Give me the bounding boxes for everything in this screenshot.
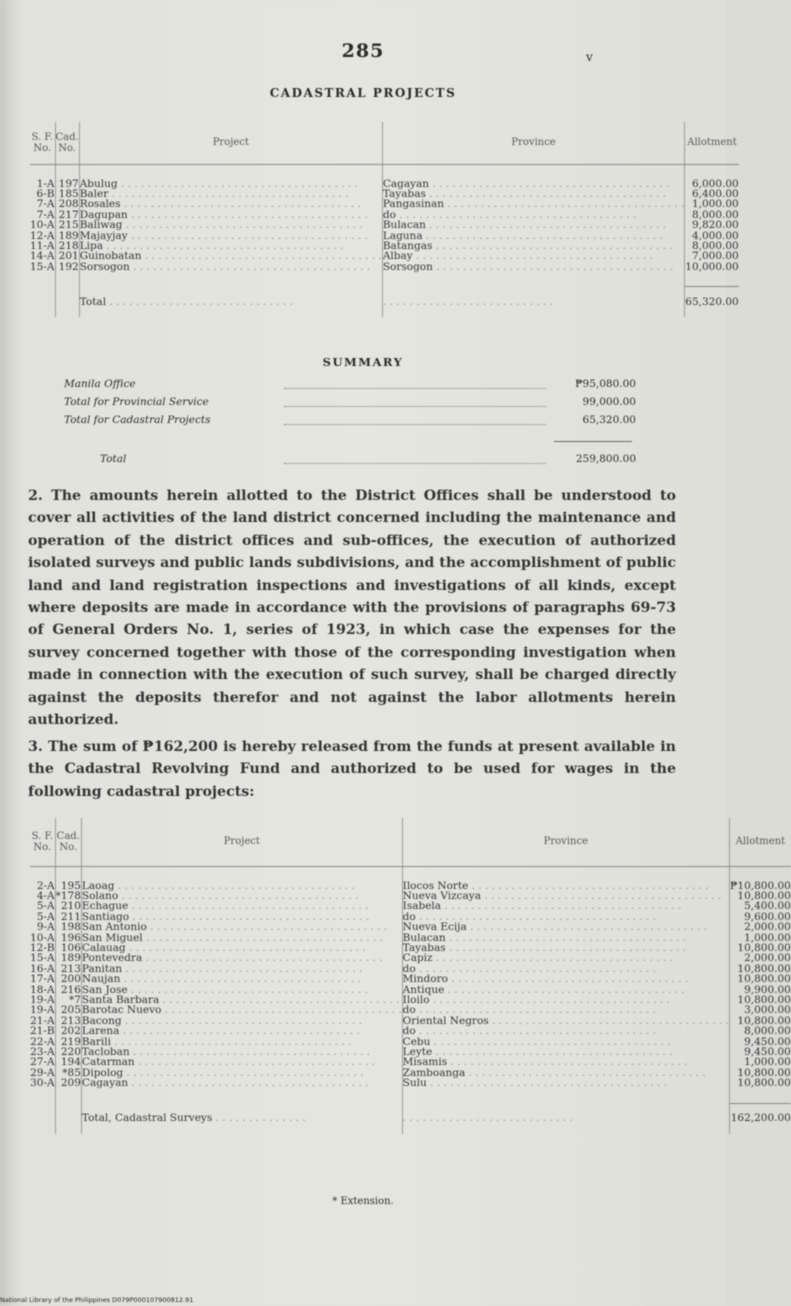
cell-cad: 106 bbox=[55, 943, 81, 953]
cell-cad: 189 bbox=[55, 231, 79, 241]
cell-allotment: 10,800.00 bbox=[729, 974, 790, 984]
cell-province: Leyte . . . . . . . . . . . . . . . . . . . . . . . . . . . . . . . . . . . . bbox=[402, 1047, 729, 1057]
cell-cad: 213 bbox=[55, 1016, 81, 1026]
cell-sf: 19-A bbox=[30, 993, 55, 1006]
total-label: Total . . . . . . . . . . . . . . . . . . . . . . . . . . . . bbox=[79, 287, 382, 318]
cell-province: do . . . . . . . . . . . . . . . . . . . . . . . . . . . . . . . . . . . . bbox=[402, 1005, 729, 1015]
paragraph-3: 3. The sum of ₱162,200 is hereby released from the funds at present available in the Cadastral Revolving Fund and authorized to be used for wages in the following cadastral projects: bbox=[28, 739, 676, 800]
cell-sf: 27-A bbox=[30, 1056, 55, 1069]
cell-cad: 202 bbox=[55, 1026, 81, 1036]
cell-project: Bacong . . . . . . . . . . . . . . . . . . . . . . . . . . . . . . . . . . . . bbox=[81, 1016, 402, 1026]
cell-province: Tayabas . . . . . . . . . . . . . . . . . . . . . . . . . . . . . . . . . . . . bbox=[382, 189, 684, 199]
cell-province: Capiz . . . . . . . . . . . . . . . . . . . . . . . . . . . . . . . . . . . . bbox=[402, 953, 729, 963]
cell-sf: 7-A bbox=[36, 198, 55, 211]
cell-sf: 9-A bbox=[36, 921, 55, 934]
cell-project: San Jose . . . . . . . . . . . . . . . . . . . . . . . . . . . . . . . . . . . . bbox=[81, 985, 402, 995]
cell-province: Zamboanga . . . . . . . . . . . . . . . . . . . . . . . . . . . . . . . . . . . . bbox=[402, 1068, 729, 1078]
cell-sf: 29-A bbox=[30, 1066, 55, 1079]
cell-sf: 1-A bbox=[36, 177, 55, 190]
cell-province: do . . . . . . . . . . . . . . . . . . . . . . . . . . . . . . . . . . . . bbox=[402, 912, 729, 922]
cell-province: do . . . . . . . . . . . . . . . . . . . . . . . . . . . . . . . . . . . . bbox=[402, 1026, 729, 1036]
cell-project: Santa Barbara . . . . . . . . . . . . . . . . . . . . . . . . . . . . . . . . . . . . bbox=[81, 995, 402, 1005]
cell-cad: 218 bbox=[55, 241, 79, 251]
cell-project: Dagupan . . . . . . . . . . . . . . . . . . . . . . . . . . . . . . . . . . . . bbox=[79, 210, 382, 220]
cell-sf: 18-A bbox=[30, 983, 55, 996]
cell-sf: 14-A bbox=[30, 250, 55, 263]
cell-project: Barili . . . . . . . . . . . . . . . . . . . . . . . . . . . . . . . . . . . . bbox=[81, 1037, 402, 1047]
summary-row: Manila Office ₱95,080.00 bbox=[64, 378, 636, 390]
cell-cad: *7 bbox=[55, 995, 81, 1005]
cell-province: Isabela . . . . . . . . . . . . . . . . . . . . . . . . . . . . . . . . . . . . bbox=[402, 901, 729, 911]
cell-cad: 217 bbox=[55, 210, 79, 220]
cell-cad: 210 bbox=[55, 901, 81, 911]
cell-cad: 220 bbox=[55, 1047, 81, 1057]
cell-allotment: 9,900.00 bbox=[729, 985, 790, 995]
cell-project: Sorsogon . . . . . . . . . . . . . . . . . . . . . . . . . . . . . . . . . . . . bbox=[79, 262, 382, 272]
cell-province: Nueva Ecija . . . . . . . . . . . . . . . . . . . . . . . . . . . . . . . . . . . . bbox=[402, 922, 729, 932]
cell-allotment: 10,800.00 bbox=[729, 995, 790, 1005]
cell-allotment: 10,800.00 bbox=[729, 1016, 790, 1026]
cell-sf: 10-A bbox=[30, 931, 55, 944]
cell-cad: 219 bbox=[55, 1037, 81, 1047]
header-cad-no: Cad. No. bbox=[55, 818, 81, 866]
cell-project: Panitan . . . . . . . . . . . . . . . . . . . . . . . . . . . . . . . . . . . . bbox=[81, 964, 402, 974]
cell-province: Pangasinan . . . . . . . . . . . . . . . . . . . . . . . . . . . . . . . . . . . . bbox=[382, 198, 685, 211]
cell-sf: 7-A bbox=[36, 208, 55, 221]
table-row bbox=[30, 1078, 791, 1088]
cell-allotment: 9,820.00 bbox=[685, 220, 739, 230]
cell-cad: 196 bbox=[55, 933, 81, 943]
cell-project: Barotac Nuevo . . . . . . . . . . . . . . . . . . . . . . . . . . . . . . . . . . . . bbox=[81, 1004, 402, 1017]
cell-province: do . . . . . . . . . . . . . . . . . . . . . . . . . . . . . . . . . . . . bbox=[382, 210, 684, 220]
cell-project: Santiago . . . . . . . . . . . . . . . . . . . . . . . . . . . . . . . . . . . . bbox=[81, 912, 402, 922]
cell-province: Batangas . . . . . . . . . . . . . . . . . . . . . . . . . . . . . . . . . . . . bbox=[382, 241, 684, 251]
cell-province: Oriental Negros . . . . . . . . . . . . . . . . . . . . . . . . . . . . . . . . . . . . bbox=[402, 1014, 729, 1027]
summary-row: Total for Cadastral Projects 65,320.00 bbox=[64, 414, 636, 426]
cell-project: Rosales . . . . . . . . . . . . . . . . . . . . . . . . . . . . . . . . . . . . bbox=[79, 199, 382, 209]
cell-allotment: 9,450.00 bbox=[729, 1037, 790, 1047]
summary-block bbox=[64, 378, 636, 471]
cell-project: Tacloban . . . . . . . . . . . . . . . . . . . . . . . . . . . . . . . . . . . . bbox=[81, 1047, 402, 1057]
cell-allotment: 10,800.00 bbox=[729, 1078, 790, 1088]
cell-cad: *85 bbox=[55, 1068, 81, 1078]
cell-allotment: 8,000.00 bbox=[685, 210, 739, 220]
header-allotment: Allotment bbox=[685, 122, 739, 164]
cell-project: Cagayan . . . . . . . . . . . . . . . . . . . . . . . . . . . . . . . . . . . . bbox=[81, 1078, 402, 1088]
cell-sf: 15-A bbox=[30, 952, 55, 965]
cell-sf: 21-B bbox=[30, 1025, 55, 1038]
cell-allotment: 8,000.00 bbox=[729, 1026, 790, 1036]
cell-sf: 19-A bbox=[30, 1004, 55, 1017]
cell-province: Antique . . . . . . . . . . . . . . . . . . . . . . . . . . . . . . . . . . . . bbox=[402, 985, 729, 995]
cell-province: Sulu . . . . . . . . . . . . . . . . . . . . . . . . . . . . . . . . . . . . bbox=[402, 1078, 729, 1088]
header-allotment: Allotment bbox=[729, 818, 790, 866]
cell-project: Echague . . . . . . . . . . . . . . . . . . . . . . . . . . . . . . . . . . . . bbox=[81, 901, 402, 911]
cell-sf: 6-B bbox=[36, 187, 55, 200]
cell-project: Catarman . . . . . . . . . . . . . . . . . . . . . . . . . . . . . . . . . . . . bbox=[81, 1057, 402, 1067]
footnote: * Extension. bbox=[332, 1196, 394, 1207]
cell-project: Larena . . . . . . . . . . . . . . . . . . . . . . . . . . . . . . . . . . . . bbox=[81, 1026, 402, 1036]
cell-allotment: 10,800.00 bbox=[729, 1068, 790, 1078]
cell-allotment: 2,000.00 bbox=[729, 922, 790, 932]
header-sf-no: S. F. No. bbox=[30, 122, 55, 164]
cell-allotment: 10,800.00 bbox=[729, 943, 790, 953]
header-province: Province bbox=[382, 122, 684, 164]
cell-project: Baler . . . . . . . . . . . . . . . . . . . . . . . . . . . . . . . . . . . . bbox=[79, 189, 382, 199]
paragraph-2: 2. The amounts herein allotted to the District Offices shall be understood to cover all activities of the land district concerned including the maintenance and operation of the district offices and sub-offices, the execution of authorized isolated surveys and public lands subdivisions, and the accomplishment of public land and land registration inspections and investigations of all kinds, except where deposits are made in accordance with the provisions of paragraphs 69-73 of General Orders No. 1, series of 1923, in which case the expenses for the survey concerned together with those of the corresponding investigation when made in connection with the execution of such survey, shall be charged directly against the deposits therefor and not against the labor allotments herein authorized. bbox=[28, 488, 676, 729]
cadastral-projects-table: S. F. No. Cad. No. Project Province Allotment 1-A 197 Abulug . . . . . . . . . . . . . . . . . . . . . . . . . . . . . . . . . . . . Cagayan . . . . . . . . . . . . . . . . . . . . . . . . . . . . . . . . . . . . 6,000.00 6-B 185 Baler . . . . . . . . . . . . . . . . . . . . . . . . . . . . . . . . . . . . Tayabas . . . . . . . . . . . . . . . . . . . . . . . . . . . . . . . . . . . . 6,400.00 7-A 208 Rosales . . . . . . . . . . . . . . . . . . . . . . . . . . . . . . . . . . . . Pangasinan . . . . . . . . . . . . . . . . . . . . . . . . . . . . . . . . . . . . 1,000.00 7-A 217 Dagupan . . . . . . . . . . . . . . . . . . . . . . . . . . . . . . . . . . . . do . . . . . . . . . . . . . . . . . . . . . . . . . . . . . . . . . . . . 8,000.00 10-A 215 Baliwag . . . . . . . . . . . . . . . . . . . . . . . . . . . . . . . . . . . . Bulacan . . . . . . . . . . . . . . . . . . . . . . . . . . . . . . . . . . . . 9,820.00 12-A 189 Majayjay . . . . . . . . . . . . . . . . . . . . . . . . . . . . . . . . . . . . Laguna . . . . . . . . . . . . . . . . . . . . . . . . . . . . . . . . . . . . 4,000.00 11-A 218 Lipa . . . . . . . . . . . . . . . . . . . . . . . . . . . . . . . . . . . . Batangas . . . . . . . . . . . . . . . . . . . . . . . . . . . . . . . . . . . . 8,000.00 14-A 201 Guinobatan . . . . . . . . . . . . . . . . . . . . . . . . . . . . . . . . . . . . Albay . . . . . . . . . . . . . . . . . . . . . . . . . . . . . . . . . . . . 7,000.00 15-A 192 Sorsogon . . . . . . . . . . . . . . . . . . . . . . . . . . . . . . . . . . . . Sorsogon . . . . . . . . . . . . . . . . . . . . . . . . . . . . . . . . . . . . 10,000.00 Total . . . . . . . . . . . . . . . . . . . . . . . . . . . . . . . . . . . . . . . . . . . . . . . . . . . . . . 65,320.00 bbox=[30, 122, 739, 317]
cell-province: Tayabas . . . . . . . . . . . . . . . . . . . . . . . . . . . . . . . . . . . . bbox=[402, 943, 729, 953]
header-project: Project bbox=[81, 818, 402, 866]
cell-project: Dipolog . . . . . . . . . . . . . . . . . . . . . . . . . . . . . . . . . . . . bbox=[81, 1068, 402, 1078]
cell-allotment: 6,400.00 bbox=[685, 189, 739, 199]
cell-project: Baliwag . . . . . . . . . . . . . . . . . . . . . . . . . . . . . . . . . . . . bbox=[79, 220, 382, 230]
total-value: 162,200.00 bbox=[729, 1103, 790, 1134]
cell-cad: 197 bbox=[55, 179, 79, 189]
revolving-fund-table: S. F. No. Cad. No. Project Province Allotment 2-A 195 Laoag . . . . . . . . . . . . . . . . . . . . . . . . . . . . . . . . . . . . Ilocos Norte . . . . . . . . . . . . . . . . . . . . . . . . . . . . . . . . . . . . ₱10,800.00 4-A *178 Solano . . . . . . . . . . . . . . . . . . . . . . . . . . . . . . . . . . . . Nueva Vizcaya . . . . . . . . . . . . . . . . . . . . . . . . . . . . . . . . . . . . 10,800.00 5-A 210 Echague . . . . . . . . . . . . . . . . . . . . . . . . . . . . . . . . . . . . Isabela . . . . . . . . . . . . . . . . . . . . . . . . . . . . . . . . . . . . 5,400.00 5-A 211 Santiago . . . . . . . . . . . . . . . . . . . . . . . . . . . . . . . . . . . . do . . . . . . . . . . . . . . . . . . . . . . . . . . . . . . . . . . . . 9,600.00 9-A 198 San Antonio . . . . . . . . . . . . . . . . . . . . . . . . . . . . . . . . . . . . Nueva Ecija . . . . . . . . . . . . . . . . . . . . . . . . . . . . . . . . . . . . 2,000.00 10-A 196 San Miguel . . . . . . . . . . . . . . . . . . . . . . . . . . . . . . . . . . . . Bulacan . . . . . . . . . . . . . . . . . . . . . . . . . . . . . . . . . . . . 1,000.00 12-B 106 Calauag . . . . . . . . . . . . . . . . . . . . . . . . . . . . . . . . . . . . Tayabas . . . . . . . . . . . . . . . . . . . . . . . . . . . . . . . . . . . . 10,800.00 15-A 189 Pontevedra . . . . . . . . . . . . . . . . . . . . . . . . . . . . . . . . . . . . Capiz . . . . . . . . . . . . . . . . . . . . . . . . . . . . . . . . . . . . 2,000.00 16-A 213 Panitan . . . . . . . . . . . . . . . . . . . . . . . . . . . . . . . . . . . . do . . . . . . . . . . . . . . . . . . . . . . . . . . . . . . . . . . . . 10,800.00 17-A 200 Naujan . . . . . . . . . . . . . . . . . . . . . . . . . . . . . . . . . . . . Mindoro . . . . . . . . . . . . . . . . . . . . . . . . . . . . . . . . . . . . 10,800.00 18-A 216 San Jose . . . . . . . . . . . . . . . . . . . . . . . . . . . . . . . . . . . . Antique . . . . . . . . . . . . . . . . . . . . . . . . . . . . . . . . . . . . 9,900.00 19-A *7 Santa Barbara . . . . . . . . . . . . . . . . . . . . . . . . . . . . . . . . . . . . Iloilo . . . . . . . . . . . . . . . . . . . . . . . . . . . . . . . . . . . . 10,800.00 19-A 205 Barotac Nuevo . . . . . . . . . . . . . . . . . . . . . . . . . . . . . . . . . . . . do . . . . . . . . . . . . . . . . . . . . . . . . . . . . . . . . . . . . 3,000.00 21-A 213 Bacong . . . . . . . . . . . . . . . . . . . . . . . . . . . . . . . . . . . . Oriental Negros . . . . . . . . . . . . . . . . . . . . . . . . . . . . . . . . . . . . 10,800.00 21-B 202 Larena . . . . . . . . . . . . . . . . . . . . . . . . . . . . . . . . . . . . do . . . . . . . . . . . . . . . . . . . . . . . . . . . . . . . . . . . . 8,000.00 22-A 219 Barili . . . . . . . . . . . . . . . . . . . . . . . . . . . . . . . . . . . . Cebu . . . . . . . . . . . . . . . . . . . . . . . . . . . . . . . . . . . . 9,450.00 23-A 220 Tacloban . . . . . . . . . . . . . . . . . . . . . . . . . . . . . . . . . . . . Leyte . . . . . . . . . . . . . . . . . . . . . . . . . . . . . . . . . . . . 9,450.00 27-A 194 Catarman . . . . . . . . . . . . . . . . . . . . . . . . . . . . . . . . . . . . Misamis . . . . . . . . . . . . . . . . . . . . . . . . . . . . . . . . . . . . 1,000.00 29-A *85 Dipolog . . . . . . . . . . . . . . . . . . . . . . . . . . . . . . . . . . . . Zamboanga . . . . . . . . . . . . . . . . . . . . . . . . . . . . . . . . . . . . 10,800.00 30-A 209 Cagayan . . . . . . . . . . . . . . . . . . . . . . . . . . . . . . . . . . . . Sulu . . . . . . . . . . . . . . . . . . . . . . . . . . . . . . . . . . . . 10,800.00 Total, Cadastral Surveys . . . . . . . . . . . . . . . . . . . . . . . . . . . . . . . . . . . . . . . . 162,200.00 bbox=[30, 818, 791, 1134]
cell-cad: 198 bbox=[55, 922, 81, 932]
cell-sf: 21-A bbox=[30, 1014, 55, 1027]
cell-allotment: 3,000.00 bbox=[729, 1005, 790, 1015]
cell-allotment: 5,400.00 bbox=[729, 901, 790, 911]
header-cad-no: Cad. No. bbox=[55, 122, 79, 164]
cell-sf: 22-A bbox=[30, 1035, 55, 1048]
cell-province: Albay . . . . . . . . . . . . . . . . . . . . . . . . . . . . . . . . . . . . bbox=[382, 251, 684, 261]
cell-province: Misamis . . . . . . . . . . . . . . . . . . . . . . . . . . . . . . . . . . . . bbox=[402, 1057, 729, 1067]
header-project: Project bbox=[79, 122, 382, 164]
cell-allotment: 6,000.00 bbox=[685, 179, 739, 189]
cell-sf: 15-A bbox=[30, 260, 55, 273]
total-label: Total, Cadastral Surveys . . . . . . . . . . . . . . bbox=[81, 1103, 402, 1134]
cell-cad: 209 bbox=[55, 1078, 81, 1088]
cell-project: Majayjay . . . . . . . . . . . . . . . . . . . . . . . . . . . . . . . . . . . . bbox=[79, 231, 382, 241]
cell-cad: 205 bbox=[55, 1005, 81, 1015]
cell-province: Mindoro . . . . . . . . . . . . . . . . . . . . . . . . . . . . . . . . . . . . bbox=[402, 974, 729, 984]
cell-cad: 201 bbox=[55, 251, 79, 261]
header-sf-no: S. F. No. bbox=[30, 818, 55, 866]
cell-province: Nueva Vizcaya . . . . . . . . . . . . . . . . . . . . . . . . . . . . . . . . . . . . bbox=[402, 891, 729, 901]
cell-allotment: 1,000.00 bbox=[729, 933, 790, 943]
cell-sf: 16-A bbox=[30, 962, 55, 975]
cell-sf: 2-A bbox=[36, 879, 55, 892]
cell-cad: 211 bbox=[55, 912, 81, 922]
header-province: Province bbox=[402, 818, 729, 866]
corner-mark: v bbox=[586, 50, 593, 64]
cell-allotment: 9,600.00 bbox=[729, 912, 790, 922]
cell-province: Bulacan . . . . . . . . . . . . . . . . . . . . . . . . . . . . . . . . . . . . bbox=[402, 933, 729, 943]
cell-sf: 23-A bbox=[30, 1046, 55, 1058]
cell-province: Iloilo . . . . . . . . . . . . . . . . . . . . . . . . . . . . . . . . . . . . bbox=[402, 995, 729, 1005]
cell-allotment: 9,450.00 bbox=[729, 1047, 790, 1057]
cell-project: Pontevedra . . . . . . . . . . . . . . . . . . . . . . . . . . . . . . . . . . . . bbox=[81, 953, 402, 963]
cell-project: Solano . . . . . . . . . . . . . . . . . . . . . . . . . . . . . . . . . . . . bbox=[81, 891, 402, 901]
table-body bbox=[30, 164, 739, 287]
cell-project: San Antonio . . . . . . . . . . . . . . . . . . . . . . . . . . . . . . . . . . . . bbox=[81, 922, 402, 932]
cell-province: Cebu . . . . . . . . . . . . . . . . . . . . . . . . . . . . . . . . . . . . bbox=[402, 1037, 729, 1047]
summary-rule bbox=[554, 441, 632, 442]
cell-allotment: ₱10,800.00 bbox=[729, 879, 791, 892]
cell-project: Abulug . . . . . . . . . . . . . . . . . . . . . . . . . . . . . . . . . . . . bbox=[79, 179, 382, 189]
cell-cad: 194 bbox=[55, 1057, 81, 1067]
cell-allotment: 4,000.00 bbox=[685, 231, 739, 241]
cell-project: Calauag . . . . . . . . . . . . . . . . . . . . . . . . . . . . . . . . . . . . bbox=[81, 943, 402, 953]
cell-sf: 30-A bbox=[30, 1077, 55, 1090]
cell-allotment: 10,800.00 bbox=[729, 891, 790, 901]
cell-province: Laguna . . . . . . . . . . . . . . . . . . . . . . . . . . . . . . . . . . . . bbox=[382, 231, 684, 241]
cell-province: do . . . . . . . . . . . . . . . . . . . . . . . . . . . . . . . . . . . . bbox=[402, 964, 729, 974]
page-number: 285 bbox=[341, 40, 385, 62]
cell-project: Guinobatan . . . . . . . . . . . . . . . . . . . . . . . . . . . . . . . . . . . . bbox=[79, 250, 382, 263]
cell-sf: 17-A bbox=[30, 973, 55, 986]
cell-sf: 12-A bbox=[30, 229, 55, 242]
cell-project: Laoag . . . . . . . . . . . . . . . . . . . . . . . . . . . . . . . . . . . . bbox=[81, 881, 402, 891]
cell-allotment: 10,800.00 bbox=[729, 964, 790, 974]
cell-cad: 192 bbox=[55, 262, 79, 272]
cell-sf: 5-A bbox=[36, 910, 55, 923]
cell-project: Lipa . . . . . . . . . . . . . . . . . . . . . . . . . . . . . . . . . . . . bbox=[79, 241, 382, 251]
cell-cad: 215 bbox=[55, 220, 79, 230]
cell-sf: 4-A bbox=[36, 889, 55, 902]
cell-cad: 213 bbox=[55, 964, 81, 974]
cell-province: Cagayan . . . . . . . . . . . . . . . . . . . . . . . . . . . . . . . . . . . . bbox=[382, 179, 684, 189]
cell-province: Sorsogon . . . . . . . . . . . . . . . . . . . . . . . . . . . . . . . . . . . . bbox=[382, 262, 684, 272]
cell-cad: *178 bbox=[55, 889, 81, 902]
cell-allotment: 2,000.00 bbox=[729, 953, 790, 963]
summary-title: SUMMARY bbox=[322, 355, 404, 369]
cell-allotment: 1,000.00 bbox=[685, 199, 739, 209]
cell-allotment: 1,000.00 bbox=[729, 1057, 790, 1067]
section-title: CADASTRAL PROJECTS bbox=[269, 86, 457, 100]
total-value: 65,320.00 bbox=[685, 287, 739, 318]
cell-allotment: 10,000.00 bbox=[685, 260, 739, 273]
table-body bbox=[30, 866, 791, 1103]
cell-province: Bulacan . . . . . . . . . . . . . . . . . . . . . . . . . . . . . . . . . . . . bbox=[382, 220, 684, 230]
cell-sf: 5-A bbox=[36, 900, 55, 913]
cell-province: Ilocos Norte . . . . . . . . . . . . . . . . . . . . . . . . . . . . . . . . . . . . bbox=[402, 881, 729, 891]
cell-cad: 185 bbox=[55, 189, 79, 199]
cell-project: San Miguel . . . . . . . . . . . . . . . . . . . . . . . . . . . . . . . . . . . . bbox=[81, 933, 402, 943]
cell-cad: 216 bbox=[55, 985, 81, 995]
cell-sf: 12-B bbox=[30, 941, 55, 954]
cell-allotment: 7,000.00 bbox=[685, 251, 739, 261]
cell-cad: 200 bbox=[55, 974, 81, 984]
cell-project: Naujan . . . . . . . . . . . . . . . . . . . . . . . . . . . . . . . . . . . . bbox=[81, 974, 402, 984]
cell-sf: 10-A bbox=[30, 219, 55, 232]
summary-row: Total for Provincial Service 99,000.00 bbox=[64, 396, 636, 408]
cell-cad: 189 bbox=[55, 953, 81, 963]
summary-total-row: Total 259,800.00 bbox=[100, 453, 636, 465]
cell-allotment: 8,000.00 bbox=[685, 241, 739, 251]
cell-cad: 208 bbox=[55, 199, 79, 209]
cell-cad: 195 bbox=[55, 881, 81, 891]
table-row bbox=[30, 262, 739, 272]
scan-credit: National Library of the Philippines D079P000107900812.91 bbox=[0, 1296, 194, 1304]
cell-sf: 11-A bbox=[30, 239, 55, 252]
